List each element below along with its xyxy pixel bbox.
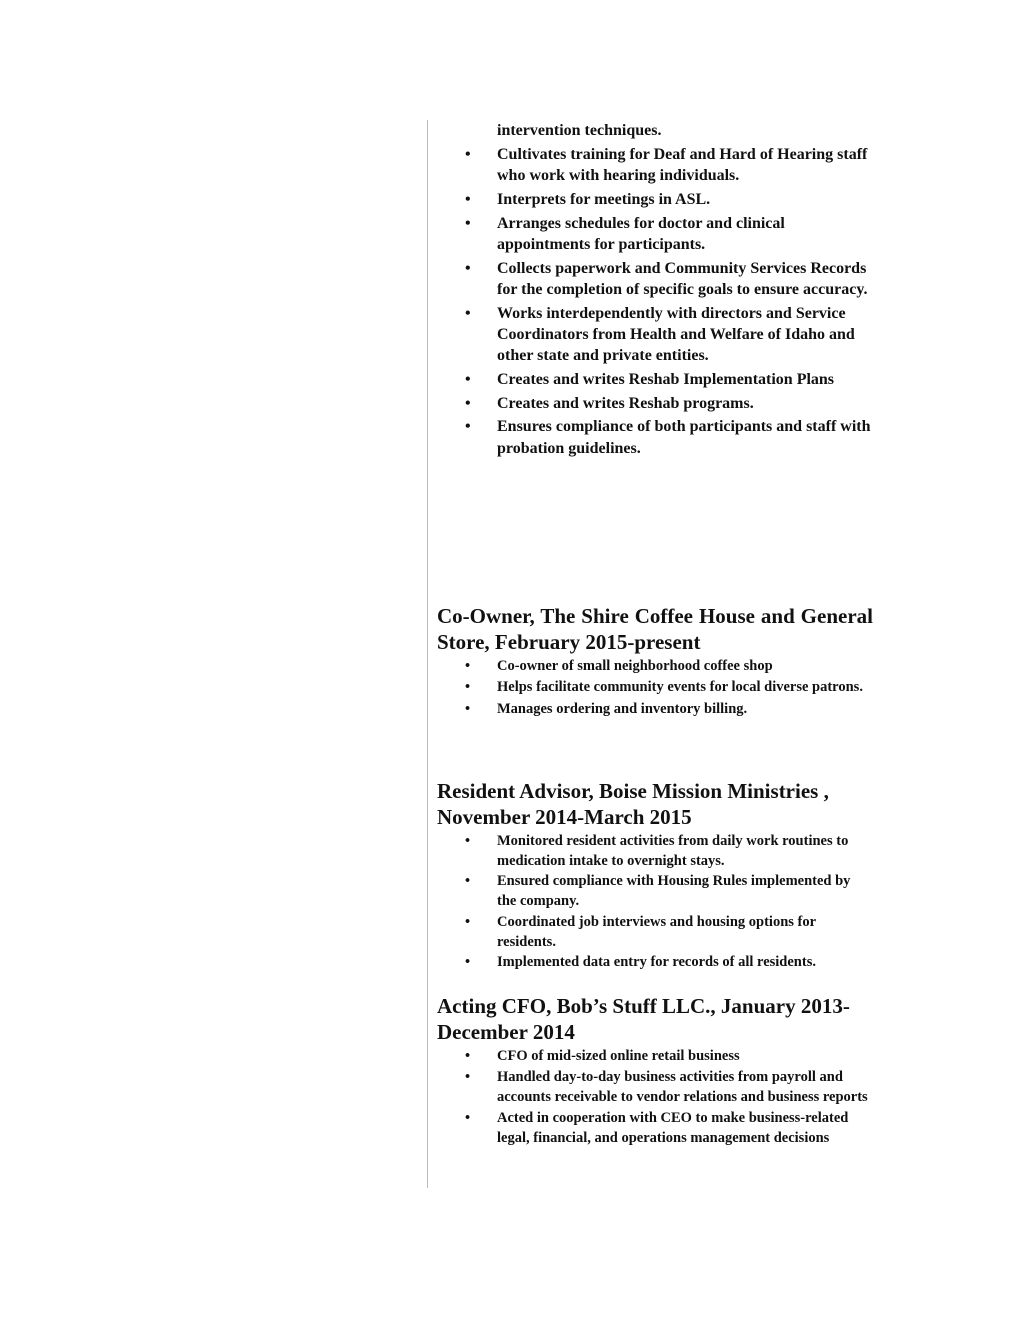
- bullet-item: • Manages ordering and inventory billing.: [437, 700, 873, 720]
- job-title: Acting CFO, Bob’s Stuff LLC., January 2013- December 2014: [437, 994, 850, 1044]
- bullet-item: • Interprets for meetings in ASL.: [437, 189, 873, 210]
- previous-job-continuation: [437, 120, 873, 461]
- bullet-item: • Ensured compliance with Housing Rules implemented by the company.: [437, 872, 873, 911]
- bullet-item: • CFO of mid-sized online retail business: [437, 1047, 873, 1067]
- bullet-item: • Acted in cooperation with CEO to make business-related legal, financial, and operations management decisions: [437, 1109, 873, 1148]
- bullet-list: [437, 832, 873, 973]
- bullet-item: • Handled day-to-day business activities from payroll and accounts receivable to vendor relations and business reports: [437, 1068, 873, 1107]
- bullet-list: [437, 657, 873, 719]
- bullet-item: • Co-owner of small neighborhood coffee shop: [437, 657, 873, 677]
- job-entry-acting-cfo: [437, 993, 873, 1150]
- job-title: Co-Owner, The Shire Coffee House and General Store, February 2015-present: [437, 604, 873, 654]
- bullet-item: • Ensures compliance of both participants and staff with probation guidelines.: [437, 416, 873, 458]
- bullet-item: • Implemented data entry for records of all residents.: [437, 953, 873, 973]
- bullet-item: • Cultivates training for Deaf and Hard of Hearing staff who work with hearing individuals.: [437, 144, 873, 186]
- bullet-item: • Works interdependently with directors and Service Coordinators from Health and Welfare of Idaho and other state and private entities.: [437, 303, 873, 367]
- job-entry-resident-advisor: [437, 778, 873, 974]
- bullet-item: • Monitored resident activities from daily work routines to medication intake to overnight stays.: [437, 832, 873, 871]
- bullet-item: • Creates and writes Reshab programs.: [437, 393, 873, 414]
- bullet-item: intervention techniques.: [497, 122, 662, 139]
- job-title: Resident Advisor, Boise Mission Ministries , November 2014-March 2015: [437, 779, 829, 829]
- bullet-item: • Coordinated job interviews and housing options for residents.: [437, 913, 873, 952]
- bullet-list: [437, 1047, 873, 1149]
- bullet-list: [437, 120, 873, 459]
- job-entry-coowner: [437, 603, 873, 721]
- bullet-item: • Helps facilitate community events for local diverse patrons.: [437, 678, 873, 698]
- column-divider: [427, 120, 428, 1188]
- bullet-item: • Arranges schedules for doctor and clinical appointments for participants.: [437, 213, 873, 255]
- bullet-item: • Creates and writes Reshab Implementation Plans: [437, 369, 873, 390]
- bullet-item: • Collects paperwork and Community Services Records for the completion of specific goals to ensure accuracy.: [437, 258, 873, 300]
